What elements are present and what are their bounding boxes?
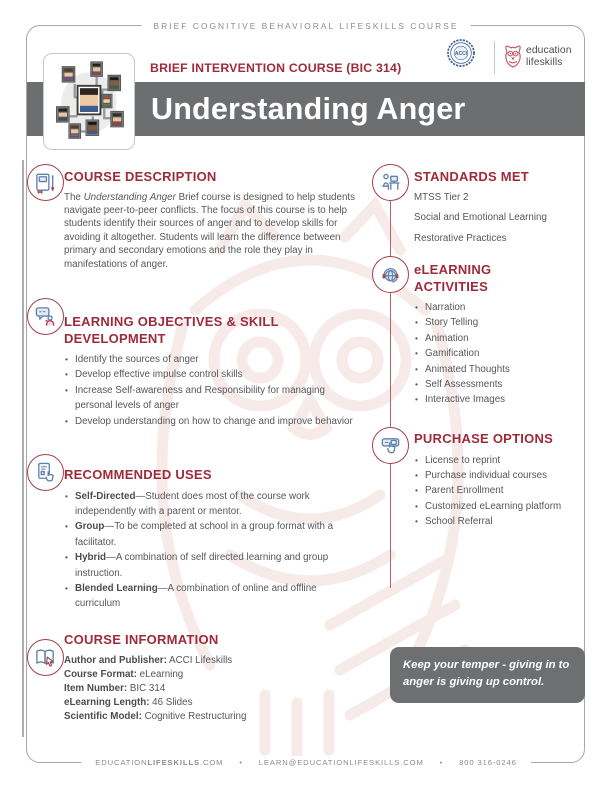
list-item: • License to reprint [415, 454, 501, 466]
list-item: • Animated Thoughts [415, 363, 510, 375]
list-item: Social and Emotional Learning [414, 212, 547, 223]
list-item: • Interactive Images [415, 394, 506, 406]
brand-name [526, 45, 572, 68]
course-information-list [64, 654, 361, 725]
book-pencil-icon [27, 164, 64, 201]
footer-website: EDUCATIONLIFESKILLS.COM [95, 758, 224, 767]
purchase-options-list [414, 453, 566, 530]
section-elearning-activities [414, 262, 566, 408]
list-item: • Develop understanding on how to change and improve behavior [65, 415, 353, 427]
list-item: Scientific Model: Cognitive Restructuring [64, 711, 247, 723]
course-description-text: The Understanding Anger Brief course is designed to help students navigate peer-to-peer conflicts. The focus of this course is to help students identify their sources of anger and to develop skills for avoiding it altogether. Students will learn the difference between primary and secondary emotions and the role they play in manifestations of anger. [64, 191, 356, 270]
footer [81, 756, 531, 770]
standards-met-heading: STANDARDS MET [414, 169, 529, 184]
list-item: • Purchase individual courses [415, 469, 547, 481]
course-label: BRIEF INTERVENTION COURSE (BIC 314) [150, 61, 402, 75]
recommended-uses-heading: RECOMMENDED USES [64, 467, 212, 482]
owl-logo-icon [503, 43, 523, 70]
seal-text: ACCI [454, 51, 468, 57]
footer-separator: • [239, 760, 243, 767]
section-course-information [64, 632, 361, 725]
list-item: • Develop effective impulse control skills [65, 369, 243, 381]
list-item: Course Format: eLearning [64, 668, 184, 680]
list-item: • Customized eLearning platform [415, 500, 562, 512]
brand-divider [494, 41, 495, 74]
quote-box [390, 647, 585, 703]
list-item: • Self-Directed—Student does most of the course work independently with a parent or mentor. [65, 490, 310, 517]
quote-text: Keep your temper - giving in to anger is giving up control. [403, 659, 570, 688]
section-learning-objectives [64, 314, 361, 429]
course-information-heading: COURSE INFORMATION [64, 632, 219, 647]
list-item: • Hybrid—A combination of self directed learning and group instruction. [65, 552, 329, 579]
list-item: • Identify the sources of anger [65, 354, 199, 365]
hand-button-icon [372, 427, 409, 464]
list-item: • Increase Self-awareness and Responsibility for managing personal levels of anger [65, 384, 325, 412]
list-item: • Blended Learning—A combination of online and offline curriculum [65, 582, 317, 610]
elearning-activities-heading: eLEARNING ACTIVITIES [414, 262, 492, 294]
list-item: MTSS Tier 2 [414, 191, 469, 203]
footer-phone: 800 316-0246 [459, 758, 517, 767]
list-item: • Group—To be completed at school in a group format with a facilitator. [65, 521, 334, 548]
connector-line-left [22, 160, 24, 737]
chat-person-icon [27, 298, 64, 335]
list-item: • Self Assessments [415, 379, 503, 391]
list-item: • Animation [415, 332, 469, 344]
list-item: eLearning Length: 46 Slides [64, 697, 193, 709]
section-recommended-uses [64, 467, 361, 612]
recommended-uses-list [64, 489, 361, 612]
purchase-options-heading: PURCHASE OPTIONS [414, 431, 554, 446]
standards-met-list [414, 191, 566, 245]
section-course-description [64, 169, 361, 271]
section-standards-met [414, 169, 566, 252]
tablet-hand-icon [27, 454, 64, 491]
learning-objectives-list [64, 352, 361, 429]
top-label: BRIEF COGNITIVE BEHAVIORAL LIFESKILLS COURSE [142, 20, 471, 32]
acci-seal-icon [446, 38, 476, 68]
avatar-network-image [49, 59, 129, 145]
section-purchase-options [414, 431, 566, 530]
brand-line2: lifeskills [526, 56, 563, 68]
globe-headphones-icon [372, 256, 409, 293]
list-item: Item Number: BIC 314 [64, 682, 166, 694]
desk-person-icon [372, 164, 409, 201]
footer-email: LEARN@EDUCATIONLIFESKILLS.COM [258, 758, 424, 767]
list-item: • Parent Enrollment [415, 485, 504, 497]
open-book-cursor-icon [27, 639, 64, 676]
learning-objectives-heading: LEARNING OBJECTIVES & SKILL DEVELOPMENT [64, 314, 279, 346]
list-item: • Gamification [415, 348, 480, 360]
list-item: • Narration [415, 302, 466, 313]
page-title: Understanding Anger [151, 92, 466, 126]
elearning-activities-list [414, 300, 566, 408]
list-item: Author and Publisher: ACCI Lifeskills [64, 654, 233, 666]
list-item: Restorative Practices [414, 232, 507, 244]
course-description-heading: COURSE DESCRIPTION [64, 169, 217, 184]
footer-separator: • [439, 760, 444, 767]
connector-line-right [390, 182, 392, 588]
course-logo-box [43, 53, 135, 150]
list-item: • School Referral [415, 516, 493, 528]
brand-line1: education [526, 45, 572, 56]
list-item: • Story Telling [415, 317, 479, 329]
